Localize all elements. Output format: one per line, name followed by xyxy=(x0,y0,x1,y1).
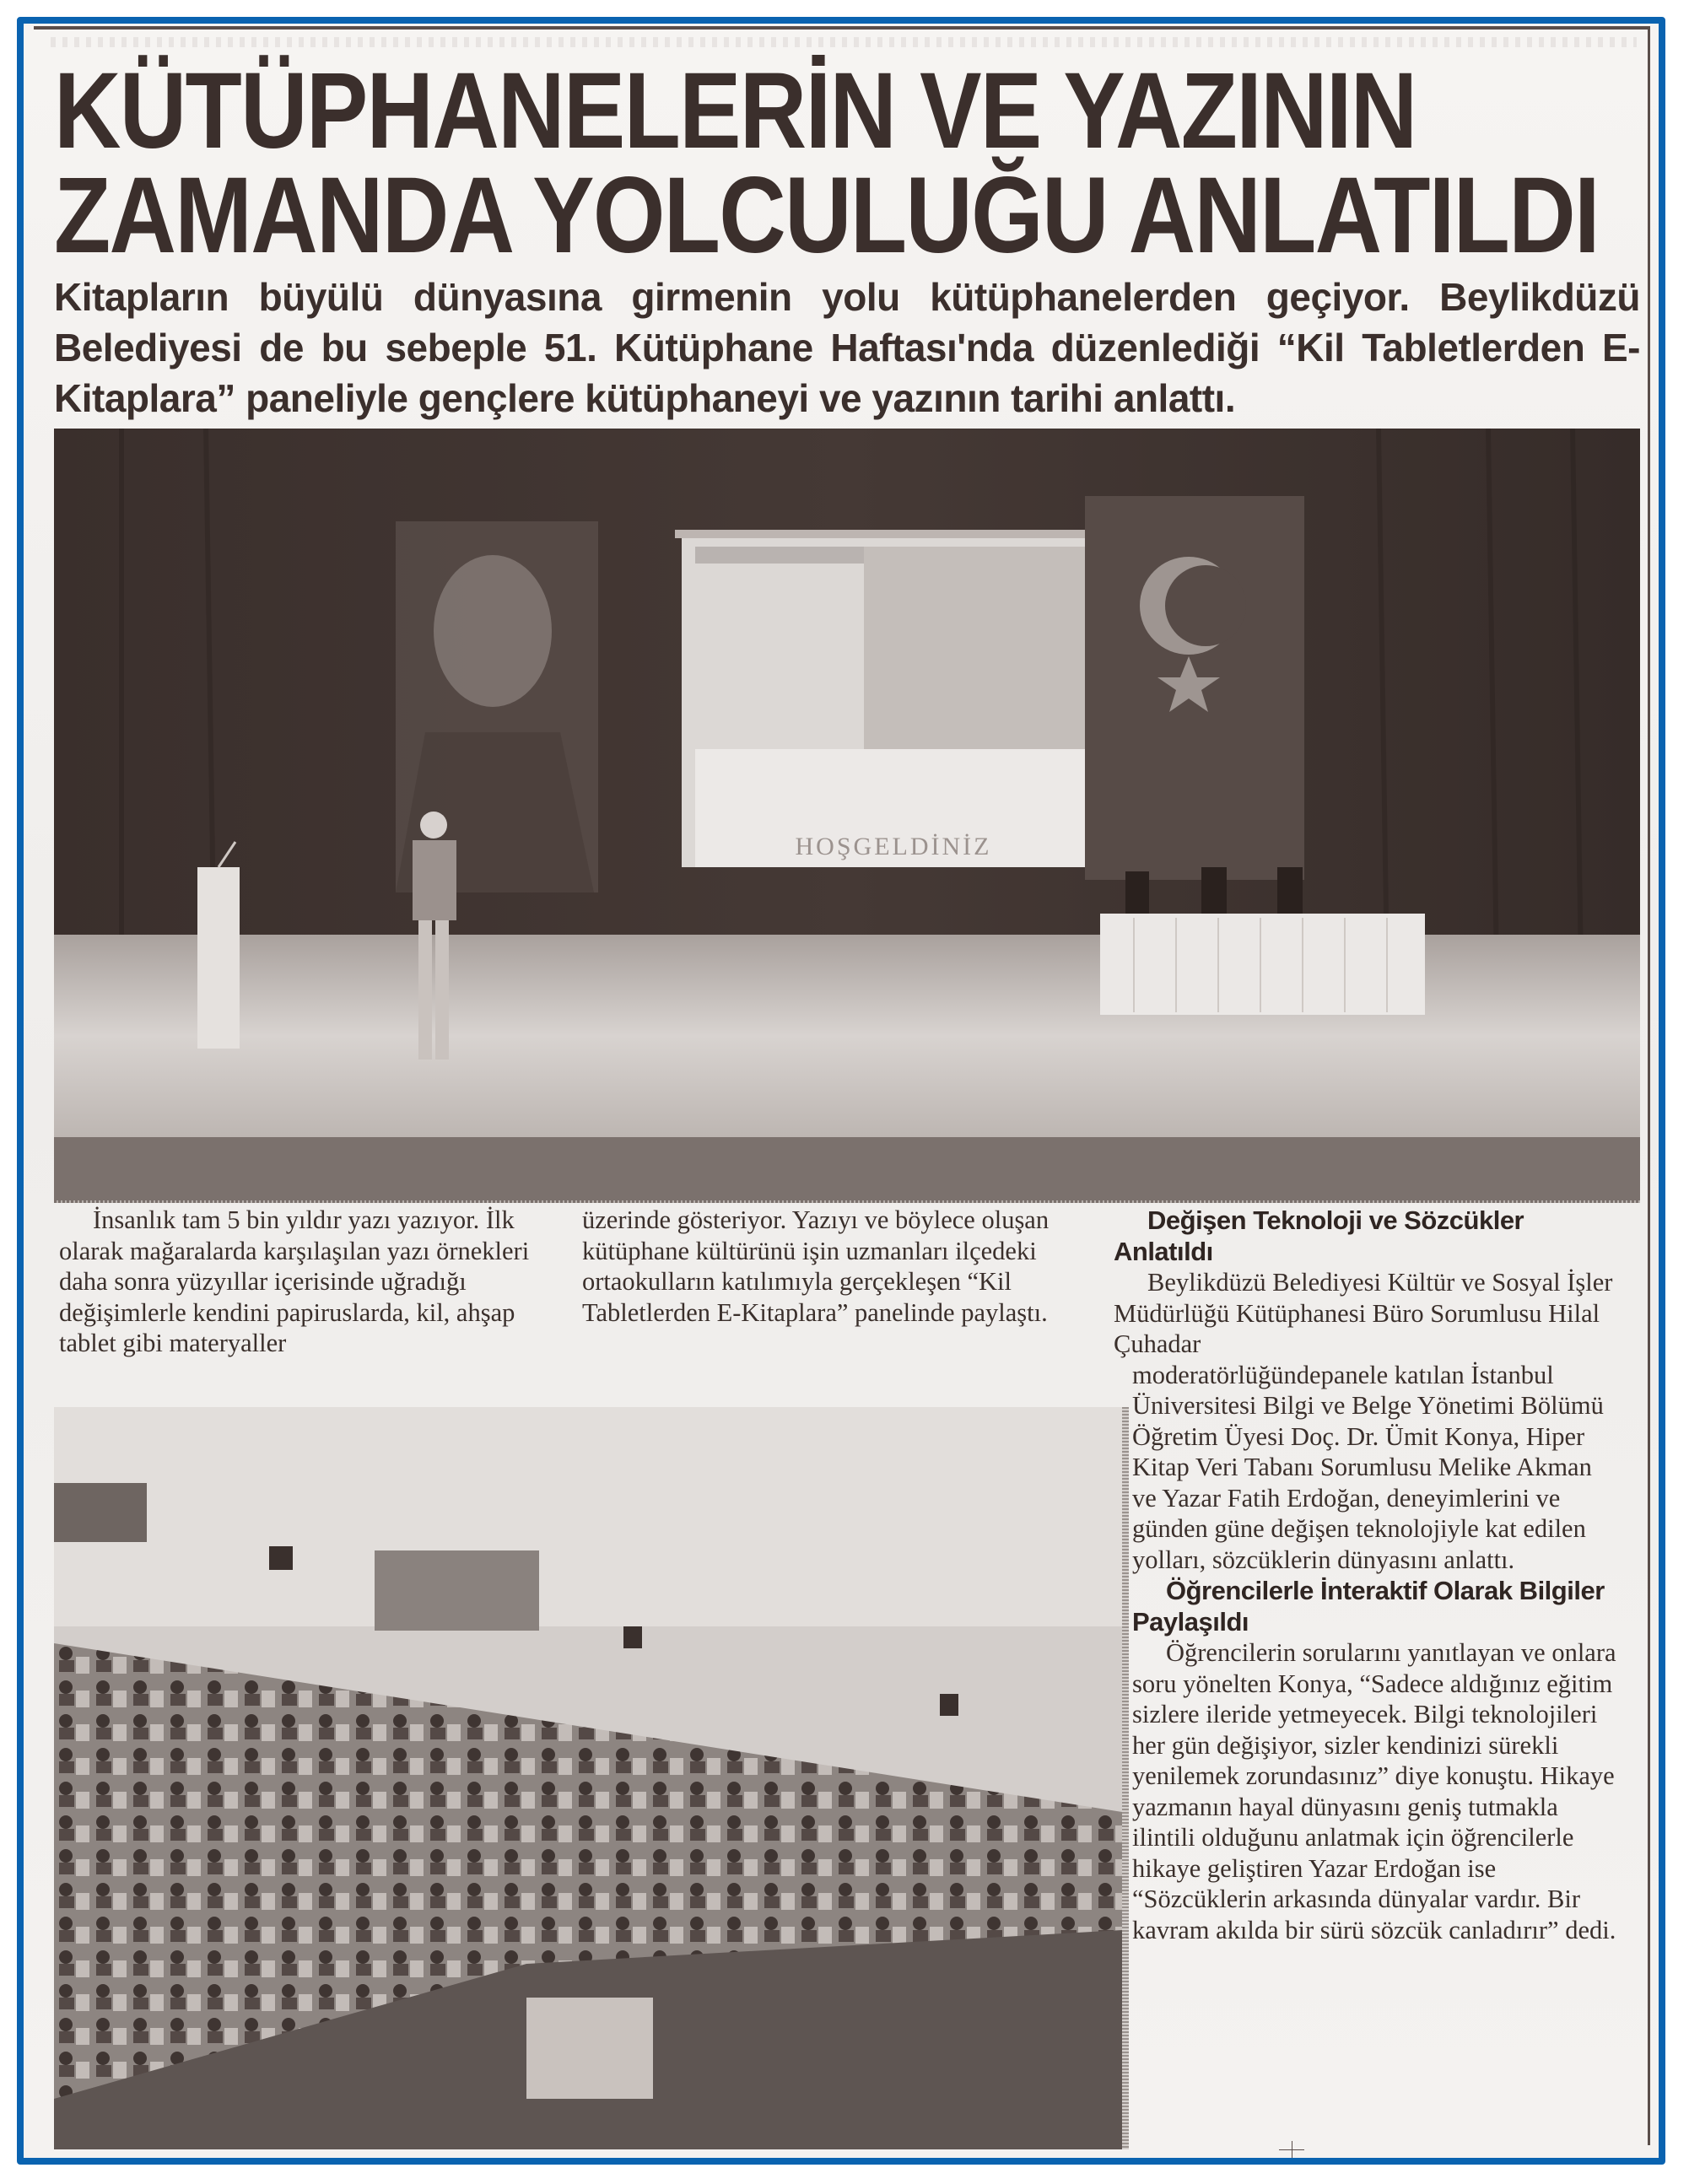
body-column-3 xyxy=(1114,1205,1620,1945)
headline-line-2: ZAMANDA YOLCULUĞU ANLATILDI xyxy=(54,155,1599,276)
audience-photo-illustration xyxy=(54,1407,1122,2149)
stage-photo-illustration xyxy=(54,429,1640,1203)
portrait-banner xyxy=(396,521,598,892)
body-paragraph: İnsanlık tam 5 bin yıldır yazı yazıyor. İlk olarak mağaralarda karşılaşılan yazı örnekleri daha sonra yüzyıllar içerisinde uğradığı değişimlerle kendini papiruslarda, kil, ahşap tablet gibi materyaller xyxy=(59,1205,530,1357)
right-rule xyxy=(1648,26,1650,2145)
column-rule xyxy=(54,1200,1640,1203)
wall-window xyxy=(54,1483,147,1542)
crop-mark-icon xyxy=(1279,2141,1304,2158)
body-column-2 xyxy=(582,1205,1071,1328)
stage-panel-photo xyxy=(54,429,1640,1203)
wall-window xyxy=(375,1550,539,1631)
subhead-interactive: Öğrencilerle İnteraktif Olarak Bilgiler Paylaşıldı xyxy=(1132,1576,1605,1637)
projection-screen xyxy=(675,530,1107,867)
lectern xyxy=(197,842,240,1049)
turkish-flag xyxy=(1085,496,1304,880)
subhead-technology: Değişen Teknoloji ve Sözcükler Anlatıldı xyxy=(1114,1205,1524,1266)
empty-seats xyxy=(526,1998,653,2099)
deck-summary: Kitapların büyülü dünyasına girmenin yolu kütüphanelerden geçiyor. Beylikdüzü Belediyesi de bu sebeple 51. Kütüphane Haftası'nda düzenlediği “Kil Tabletlerden E-Kitaplara” paneliyle gençlere kütüphaneyi ve yazının tarihi anlattı. xyxy=(54,275,1640,420)
body-paragraph: Beylikdüzü Belediyesi Kültür ve Sosyal İşler Müdürlüğü Kütüphanesi Büro Sorumlusu Hilal Çuhadar xyxy=(1114,1268,1613,1358)
headline xyxy=(54,51,1657,276)
top-rule xyxy=(34,26,1650,30)
screen-welcome-text: HOŞGELDİNİZ xyxy=(795,833,992,860)
body-paragraph: Öğrencilerin sorularını yanıtlayan ve onlara soru yönelten Konya, “Sadece aldığınız eğitim sizlere ileride yetmeyecek. Bilgi teknolojileri her gün değişiyor, sizler kendinizi sürekli yenilemek zorundasınız” diye konuştu. Hikaye yazmanın hayal dünyasını geniş tutmakla ilintili olduğunu anlatmak için öğrencilerle hikaye geliştiren Yazar Erdoğan ise “Sözcüklerin arkasında dünyalar vardır. Bir kavram akılda bir sürü sözcük canladırır” dedi. xyxy=(1132,1638,1616,1944)
body-paragraph: moderatörlüğündepanele katılan İstanbul Üniversitesi Bilgi ve Belge Yönetimi Bölümü Öğretim Üyesi Doç. Dr. Ümit Konya, Hiper Kitap Veri Tabanı Sorumlusu Melike Akman ve Yazar Fatih Erdoğan, deneyimlerini ve günden güne değişen teknolojiyle kat edilen yolları, sözcüklerin dünyasını anlattı. xyxy=(1132,1360,1604,1574)
wrapped-text-block xyxy=(1114,1360,1620,1946)
wall-speaker xyxy=(623,1626,642,1648)
wall-speaker xyxy=(940,1694,958,1716)
photo-edge-strip xyxy=(1122,1407,1129,2149)
bleed-through-strip xyxy=(51,37,1637,47)
headline-line-1: KÜTÜPHANELERİN VE YAZININ xyxy=(54,51,1416,171)
body-column-1 xyxy=(59,1205,540,1359)
body-paragraph: üzerinde gösteriyor. Yazıyı ve böylece oluşan kütüphane kültürünü işin uzmanları ilçedeki ortaokulların katılımıyla gerçekleşen “Kil Tabletlerden E-Kitaplara” panelinde paylaştı. xyxy=(582,1205,1050,1327)
wall-speaker xyxy=(269,1546,293,1570)
audience-photo xyxy=(54,1407,1122,2149)
